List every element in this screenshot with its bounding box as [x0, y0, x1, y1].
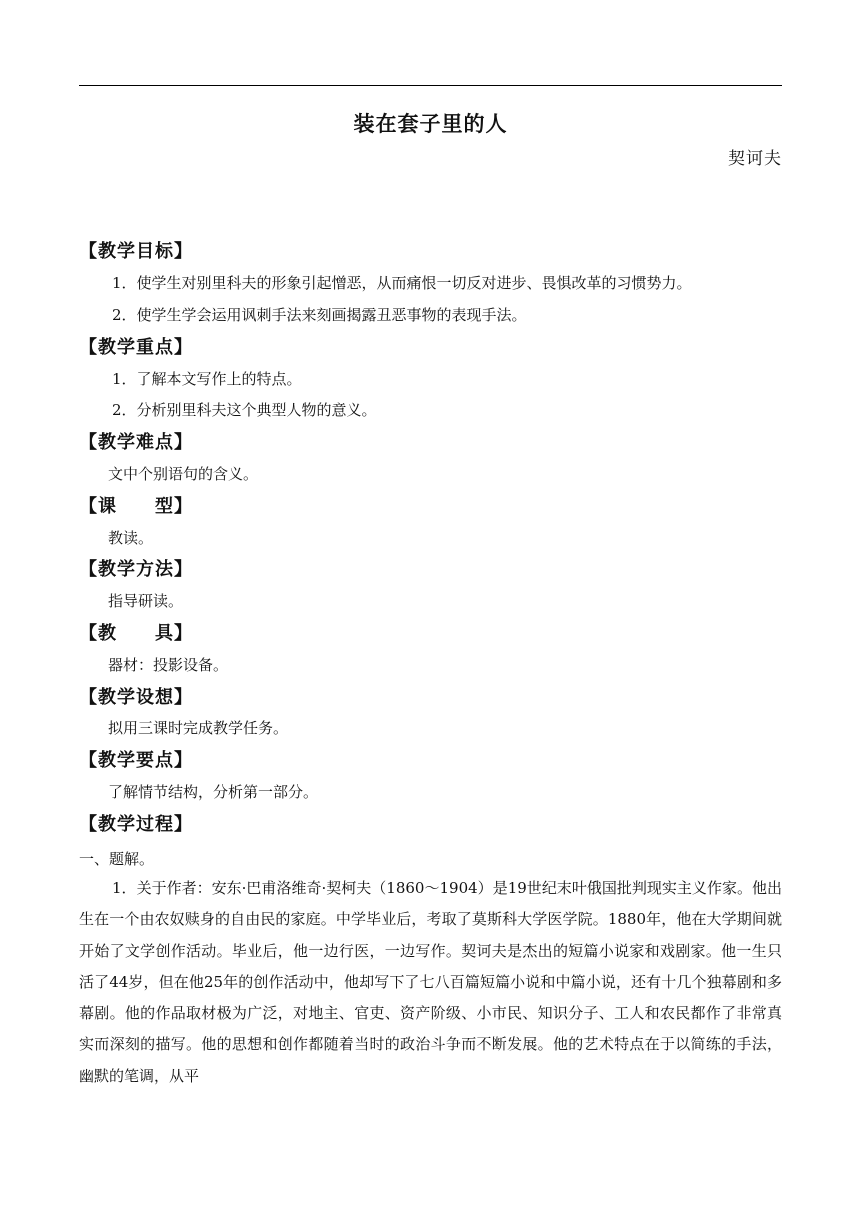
heading-main-points: 【教学要点】	[79, 750, 193, 771]
key-point-line-1: 1．了解本文写作上的特点。	[112, 370, 302, 388]
page-title: 装在套子里的人	[353, 111, 508, 136]
method-line: 指导研读。	[108, 592, 184, 610]
heading-method: 【教学方法】	[79, 559, 193, 580]
heading-plan: 【教学设想】	[79, 687, 193, 708]
heading-lesson-type: 【课 型】	[79, 496, 193, 517]
heading-tools: 【教 具】	[79, 623, 193, 644]
main-points-line: 了解情节结构，分析第一部分。	[108, 783, 319, 801]
lesson-type-line: 教读。	[108, 529, 154, 547]
header-rule	[79, 85, 782, 86]
plan-line: 拟用三课时完成教学任务。	[108, 719, 289, 737]
goal-line-1: 1．使学生对别里科夫的形象引起憎恶，从而痛恨一切反对进步、畏惧改革的习惯势力。	[112, 274, 692, 292]
author-name: 契诃夫	[728, 149, 782, 169]
heading-difficulties: 【教学难点】	[79, 432, 193, 453]
author-intro-paragraph: 1．关于作者：安东·巴甫洛维奇·契柯夫（1860～1904）是19世纪末叶俄国批判现实主义作家。他出生在一个由农奴赎身的自由民的家庭。中学毕业后，考取了莫斯科大学医学院。1880年，他在大学期间就开始了文学创作活动。毕业后，他一边行医，一边写作。契诃夫是杰出的短篇小说家和戏剧家。他一生只活了44岁，但在他25年的创作活动中，他却写下了七八百篇短篇小说和中篇小说，还有十几个独幕剧和多幕剧。他的作品取材极为广泛，对地主、官吏、资产阶级、小市民、知识分子、工人和农民都作了非常真实而深刻的描写。他的思想和创作都随着当时的政治斗争而不断发展。他的艺术特点在于以简练的手法，幽默的笔调，从平	[79, 879, 782, 1085]
key-point-line-2: 2．分析别里科夫这个典型人物的意义。	[112, 401, 377, 419]
difficulty-line: 文中个别语句的含义。	[108, 465, 259, 483]
goal-line-2: 2．使学生学会运用讽刺手法来刻画揭露丑恶事物的表现手法。	[112, 306, 527, 324]
process-part-1: 一、题解。	[79, 850, 155, 868]
tools-line: 器材：投影设备。	[108, 656, 229, 674]
heading-key-points: 【教学重点】	[79, 337, 193, 358]
heading-process: 【教学过程】	[79, 814, 193, 835]
heading-teaching-goals: 【教学目标】	[79, 241, 193, 262]
